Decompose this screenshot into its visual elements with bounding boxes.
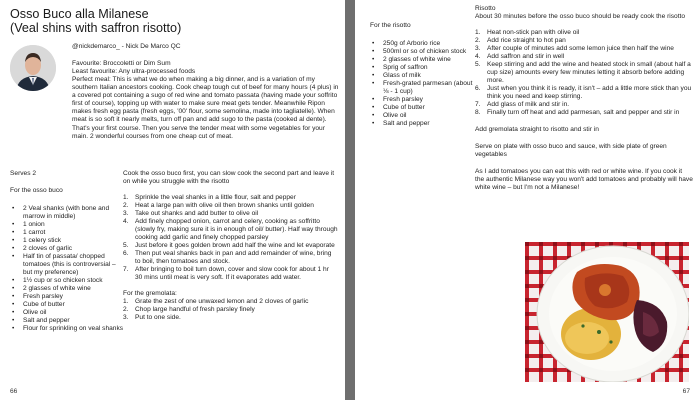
list-item: 1. Heat non-stick pan with olive oil <box>475 29 580 36</box>
list-item: 7. Add glass of milk and stir in. <box>475 101 570 108</box>
list-item: 6. Just when you think it is ready, it isn't – add a little more stick than you think you need and keep stirring. <box>475 85 692 100</box>
right-page <box>355 0 700 400</box>
serve-note: Serve on plate with osso buco and sauce, with side plate of green vegetables <box>475 143 667 158</box>
list-item: 7. After bringing to boil turn down, cover and slow cook for about 1 hr 30 mins until meat is very soft. If it evaporates add water. <box>123 266 329 281</box>
list-item: 8. Finally turn off heat and add parmesan, salt and pepper and stir in <box>475 109 680 116</box>
osso-buco-ingredients-heading: For the osso buco <box>10 187 63 194</box>
method-intro: Cook the osso buco first, you can slow cook the second part and leave it on while you struggle with the risotto <box>123 170 335 185</box>
list-item: 1. Sprinkle the veal shanks in a little flour, salt and pepper <box>123 194 296 201</box>
list-item: • Cube of butter <box>10 301 125 309</box>
list-item: 5. Keep stirring and add the wine and heated stock in small (about half a cup size) amounts every few minutes letting it absorb before adding more. <box>475 61 691 84</box>
wine-note: As I add tomatoes you can eat this with red or white wine. If you cook it the authentic Milanese way you won't add tomatoes and probably will have white wine – but I'm not a Milanese! <box>475 168 693 191</box>
list-item: 3. After couple of minutes add some lemon juice then half the wine <box>475 45 674 52</box>
list-item: 1. Grate the zest of one unwaxed lemon and 2 cloves of garlic <box>123 298 309 305</box>
list-item: • 2 glasses of white wine <box>10 285 125 293</box>
list-item: • Cube of butter <box>370 104 478 112</box>
list-item: • Half tin of passata/ chopped tomatoes (this is controversial – but my preference) <box>10 253 125 277</box>
favourites <box>72 60 195 76</box>
recipe-title-line2: (Veal shins with saffron risotto) <box>10 21 182 35</box>
serves-label: Serves 2 <box>10 170 37 177</box>
list-item: 3. Take out shanks and add butter to olive oil <box>123 210 259 217</box>
list-item: 4. Add finely chopped onion, carrot and celery, cooking as soffritto (slowly fry, making sure it is in enough of oil/ butter). Half way through cooking add garlic and finely chopped parsley <box>123 218 338 241</box>
author-byline: @nickdemarco_ - Nick De Marco QC <box>72 43 181 50</box>
favourite-line: Favourite: Broccoletti or Dim Sum <box>72 60 171 67</box>
page-number-right: 67 <box>682 388 690 395</box>
list-item: • 500ml or so of chicken stock <box>370 48 478 56</box>
list-item: • 2 Veal shanks (with bone and marrow in middle) <box>10 205 125 221</box>
least-favourite-line: Least favourite: Any ultra-processed foods <box>72 68 196 75</box>
list-item: • 1 onion <box>10 221 125 229</box>
list-item: 2. Chop large handful of fresh parsley finely <box>123 306 255 313</box>
list-item: • Fresh parsley <box>10 293 125 301</box>
risotto-title: Risotto <box>475 5 496 12</box>
list-item: • Salt and pepper <box>370 120 478 128</box>
list-item: 2. Add rice straight to hot pan <box>475 37 566 44</box>
list-item: • Olive oil <box>10 309 125 317</box>
list-item: • Sprig of saffron <box>370 64 478 72</box>
list-item: 3. Put to one side. <box>123 314 181 321</box>
osso-buco-ingredient-list <box>10 205 125 333</box>
list-item: • Flour for sprinkling on veal shanks <box>10 325 125 333</box>
risotto-intro: About 30 minutes before the osso buco should be ready cook the risotto <box>475 13 686 20</box>
intro-paragraph: Perfect meal: This is what we do when making a big dinner, and is a variation of my southern Italian ancestors cooking. Cook cheap tough cut of beef for many hours (4 plus) in a covered pot containing a sugo of red wine and tomato passata (having made your soffrito first of course), topping up with water to make sure meat gets tender. Meanwhile Ripon makes fresh egg pasta (fresh eggs, '00' flour, some semolina, made into tagliatelle). When meat is so soft it nearly melts, turn off pan and add sugo to the pasta (cooked al dente). That's your first course. Then you serve the tender meat with some vegetables for your main. 2 wonderful courses from one cheap cut of meat. <box>72 76 339 140</box>
gremolata-steps <box>123 298 338 322</box>
list-item: • Fresh parsley <box>370 96 478 104</box>
list-item: • 1 carrot <box>10 229 125 237</box>
risotto-method <box>475 5 693 192</box>
list-item: • 1 celery stick <box>10 237 125 245</box>
list-item: 2. Heat a large pan with olive oil then brown shanks until golden <box>123 202 314 209</box>
list-item: 4. Add saffron and stir in well <box>475 53 565 60</box>
risotto-ingredient-list <box>370 40 478 128</box>
list-item: • Olive oil <box>370 112 478 120</box>
gremolata-note: Add gremolata straight to risotto and stir in <box>475 126 599 133</box>
list-item: • Glass of milk <box>370 72 478 80</box>
osso-buco-steps <box>123 194 338 282</box>
author-photo <box>10 45 56 91</box>
page-number-left: 66 <box>10 388 18 395</box>
recipe-title-line1: Osso Buco alla Milanese <box>10 7 149 21</box>
list-item: • Salt and pepper <box>10 317 125 325</box>
risotto-steps <box>475 29 693 117</box>
osso-buco-method <box>123 170 338 322</box>
left-page <box>0 0 345 400</box>
list-item: 6. Then put veal shanks back in pan and add remainder of wine, bring to boil, then tomatoes and stock. <box>123 250 332 265</box>
dish-photo <box>525 242 689 382</box>
list-item: • 250g of Arborio rice <box>370 40 478 48</box>
recipe-title <box>10 7 181 35</box>
list-item: • 2 cloves of garlic <box>10 245 125 253</box>
list-item: • Fresh-grated parmesan (about ⅛ - 1 cup) <box>370 80 478 96</box>
gremolata-heading: For the gremolata: <box>123 290 177 297</box>
list-item: 5. Just before it goes golden brown add half the wine and let evaporate <box>123 242 335 249</box>
risotto-ingredients-heading: For the risotto <box>370 22 411 29</box>
list-item: • 2 glasses of white wine <box>370 56 478 64</box>
list-item: • 1½ cup or so chicken stock <box>10 277 125 285</box>
